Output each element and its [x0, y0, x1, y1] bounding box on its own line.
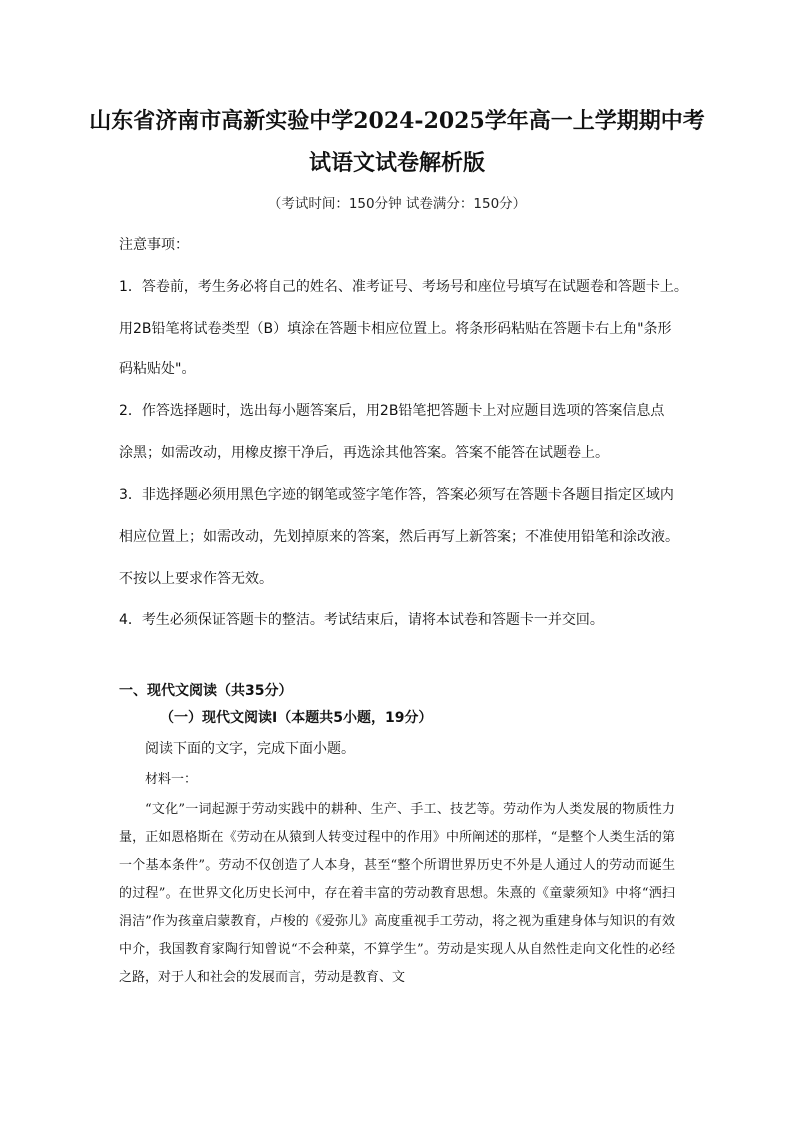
- passage-paragraph: “文化”一词起源于劳动实践中的耕种、生产、手工、技艺等。劳动作为人类发展的物质性力量，正如恩格斯在《劳动在从猿到人转变过程中的作用》中所阐述的那样，“是整个人类生活的第一个基本条件”。劳动不仅创造了人本身，甚至“整个所谓世界历史不外是人通过人的劳动而诞生的过程”。在世界文化历史长河中，存在着丰富的劳动教育思想。朱熹的《童蒙须知》中将“洒扫涓洁”作为孩童启蒙教育，卢梭的《爱弥儿》高度重视手工劳动，将之视为重建身体与知识的有效中介，我国教育家陶行知曾说“不会种菜，不算学生”。劳动是实现人从自然性走向文化性的必经之路，对于人和社会的发展而言，劳动是教育、文: [119, 802, 675, 985]
- notes-heading: 注意事项：: [119, 237, 189, 253]
- material-label: 材料一：: [145, 772, 198, 787]
- note-line: 相应位置上；如需改动，先划掉原来的答案，然后再写上新答案；不准使用铅笔和涂改液。: [119, 529, 679, 545]
- note-line: 码粘贴处"。: [119, 361, 196, 377]
- passage-text: [119, 796, 675, 992]
- note-line: 用2B铅笔将试卷类型（B）填涂在答题卡相应位置上。将条形码粘贴在答题卡右上角"条形: [119, 321, 672, 337]
- subsection-heading: （一）现代文阅读Ⅰ（本题共5小题，19分）: [160, 710, 433, 726]
- note-line: 2．作答选择题时，选出每小题答案后，用2B铅笔把答题卡上对应题目选项的答案信息点: [119, 403, 665, 419]
- note-line: 不按以上要求作答无效。: [119, 571, 273, 587]
- exam-title-line2: 试语文试卷解析版: [308, 150, 485, 176]
- note-line: 涂黑；如需改动，用橡皮擦干净后，再选涂其他答案。答案不能答在试题卷上。: [119, 445, 609, 461]
- exam-time-and-score: （考试时间：150分钟 试卷满分：150分）: [267, 196, 527, 212]
- note-line: 1．答卷前，考生务必将自己的姓名、准考证号、考场号和座位号填写在试题卷和答题卡上。: [119, 279, 688, 295]
- section-heading: 一、现代文阅读（共35分）: [119, 683, 293, 699]
- note-line: 4．考生必须保证答题卡的整洁。考试结束后，请将本试卷和答题卡一并交回。: [119, 612, 604, 628]
- exam-title-line1: 山东省济南市高新实验中学2024-2025学年高一上学期期中考: [89, 108, 705, 134]
- note-line: 3．非选择题必须用黑色字迹的钢笔或签字笔作答，答案必须写在答题卡各题目指定区域内: [119, 487, 674, 503]
- reading-instruction: 阅读下面的文字，完成下面小题。: [145, 741, 355, 757]
